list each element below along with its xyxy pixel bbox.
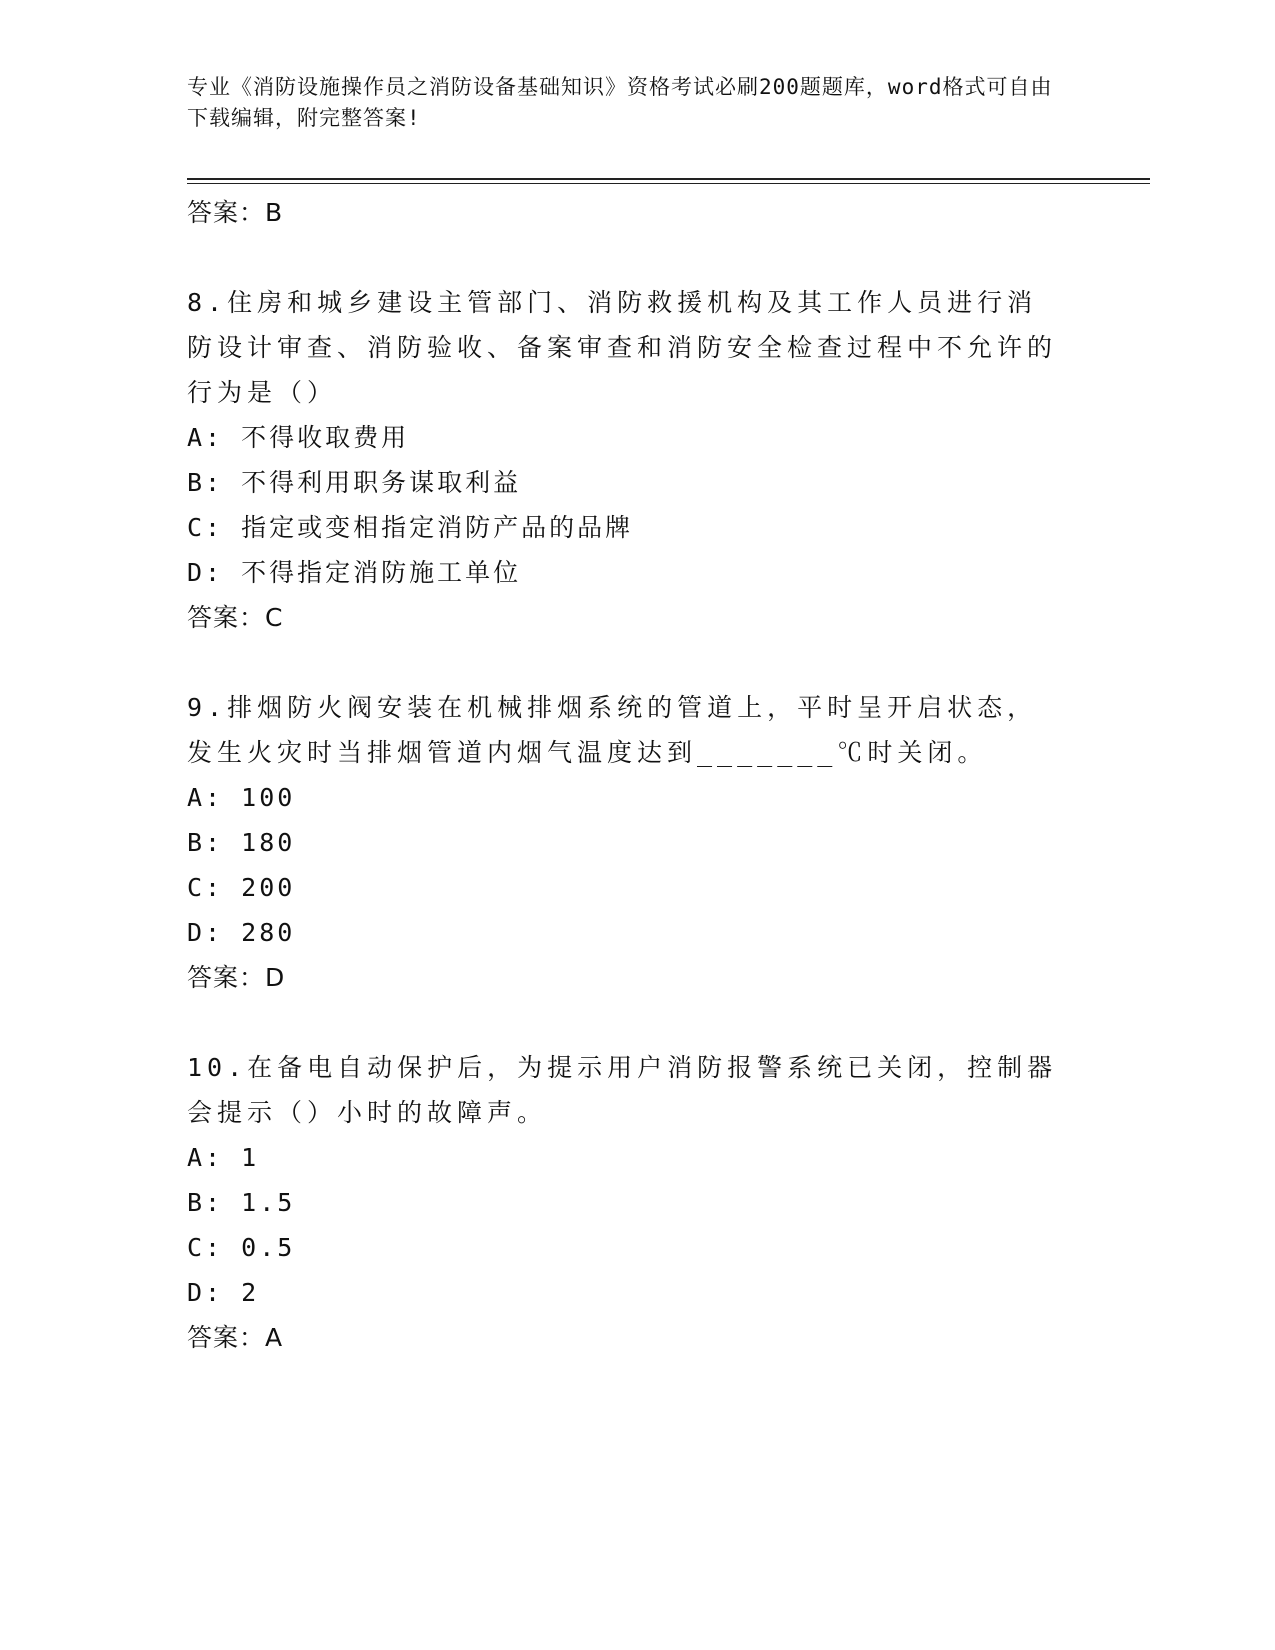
option-a: A: 不得收取费用 (187, 423, 410, 452)
option-c: C: 0.5 (187, 1233, 296, 1262)
option-b: B: 180 (187, 828, 296, 857)
answer: 答案：D (187, 963, 286, 992)
option-b: B: 1.5 (187, 1188, 296, 1217)
question-text: 10.在备电自动保护后，为提示用户消防报警系统已关闭，控制器会提示（）小时的故障声。 (187, 1053, 1058, 1127)
option-a: A: 1 (187, 1143, 260, 1172)
page-header: 专业《消防设施操作员之消防设备基础知识》资格考试必刷200题题库，word格式可自由下载编辑，附完整答案! (187, 75, 1053, 130)
answer: 答案：C (187, 603, 284, 632)
question-9 (187, 685, 1087, 1000)
option-c: C: 指定或变相指定消防产品的品牌 (187, 513, 634, 542)
option-d: D: 280 (187, 918, 296, 947)
question-text: 8.住房和城乡建设主管部门、消防救援机构及其工作人员进行消防设计审查、消防验收、备案审查和消防安全检查过程中不允许的行为是（） (187, 288, 1058, 407)
option-c: C: 200 (187, 873, 296, 902)
question-10 (187, 1045, 1087, 1360)
question-8 (187, 280, 1087, 640)
document-body (187, 190, 1087, 1360)
previous-answer: 答案：B (187, 198, 284, 227)
option-d: D: 不得指定消防施工单位 (187, 558, 522, 587)
option-d: D: 2 (187, 1278, 260, 1307)
option-b: B: 不得利用职务谋取利益 (187, 468, 522, 497)
header-divider (187, 178, 1150, 180)
header-divider-thin (187, 183, 1150, 184)
question-text: 9.排烟防火阀安装在机械排烟系统的管道上，平时呈开启状态，发生火灾时当排烟管道内烟气温度达到_______℃时关闭。 (187, 693, 1038, 767)
answer: 答案：A (187, 1323, 284, 1352)
option-a: A: 100 (187, 783, 296, 812)
